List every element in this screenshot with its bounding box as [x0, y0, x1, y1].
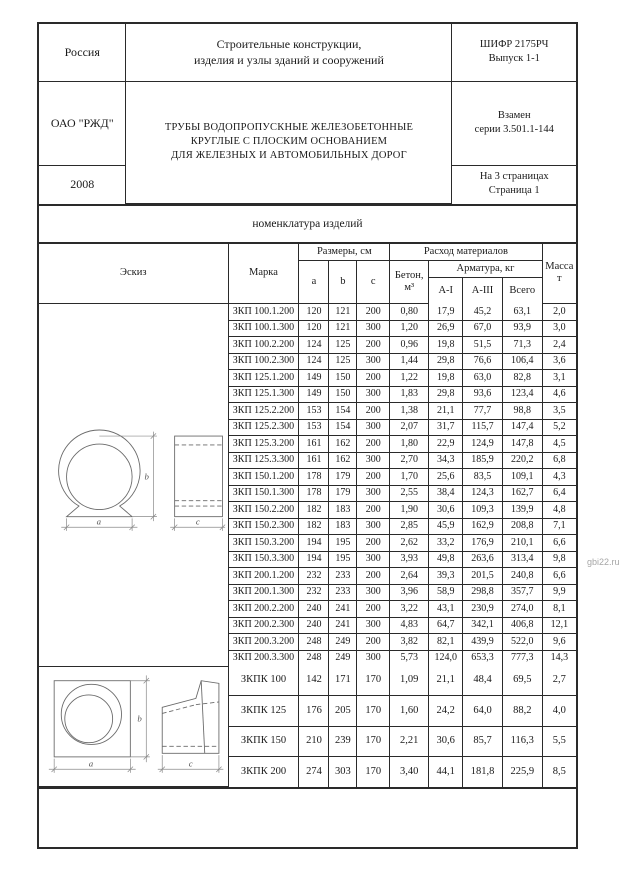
cell-c: 200	[357, 502, 390, 519]
cell-rebar-ai: 33,2	[429, 535, 463, 552]
cell-c: 300	[357, 353, 390, 370]
cell-mark: ЗКП 150.1.200	[228, 469, 299, 486]
cell-c: 300	[357, 650, 390, 666]
cell-rebar-aiii: 181,8	[463, 757, 503, 787]
cell-a: 161	[299, 452, 329, 469]
cell-rebar-ai: 43,1	[429, 601, 463, 618]
cell-mark: ЗКП 150.1.300	[228, 485, 299, 502]
cell-mark: ЗКП 150.2.200	[228, 502, 299, 519]
cell-mass: 9,6	[542, 634, 576, 651]
cell-rebar-aiii: 109,3	[463, 502, 503, 519]
cell-a: 194	[299, 551, 329, 568]
cell-a: 232	[299, 568, 329, 585]
cell-a: 149	[299, 386, 329, 403]
section-title	[39, 204, 576, 244]
cell-a: 149	[299, 370, 329, 387]
table-row	[39, 304, 576, 321]
header-concrete	[390, 261, 429, 304]
cell-concrete: 1,83	[390, 386, 429, 403]
cell-concrete: 1,09	[390, 666, 429, 696]
cell-rebar-ai: 45,9	[429, 518, 463, 535]
cell-a: 248	[299, 650, 329, 666]
cell-b: 249	[329, 634, 357, 651]
cell-rebar-ai: 19,8	[429, 337, 463, 354]
cell-mark: ЗКП 200.1.300	[228, 584, 299, 601]
cell-b: 303	[329, 757, 357, 787]
nomenclature-table	[39, 244, 576, 788]
cell-rebar-ai: 26,9	[429, 320, 463, 337]
header-dim-b: b	[329, 261, 357, 304]
cell-concrete: 1,22	[390, 370, 429, 387]
cell-rebar-aiii: 77,7	[463, 403, 503, 420]
cell-concrete: 2,85	[390, 518, 429, 535]
cell-mass: 2,0	[542, 304, 576, 321]
cell-a: 240	[299, 601, 329, 618]
cell-concrete: 2,21	[390, 726, 429, 756]
cell-b: 150	[329, 370, 357, 387]
cell-rebar-ai: 38,4	[429, 485, 463, 502]
cell-b: 179	[329, 485, 357, 502]
cell-rebar-aiii: 115,7	[463, 419, 503, 436]
replaces-line2: серии 3.501.1-144	[474, 124, 554, 135]
cell-rebar-total: 522,0	[502, 634, 542, 651]
cell-rebar-aiii: 76,6	[463, 353, 503, 370]
header-concrete-line2: м³	[404, 282, 415, 293]
cell-rebar-ai: 21,1	[429, 403, 463, 420]
cell-rebar-ai: 21,1	[429, 666, 463, 696]
cell-b: 162	[329, 436, 357, 453]
cell-rebar-total: 313,4	[502, 551, 542, 568]
cell-concrete: 1,60	[390, 696, 429, 726]
cell-c: 170	[357, 726, 390, 756]
cell-mark: ЗКП 200.2.300	[228, 617, 299, 634]
cell-mass: 3,1	[542, 370, 576, 387]
cell-concrete: 2,64	[390, 568, 429, 585]
cell-rebar-aiii: 85,7	[463, 726, 503, 756]
cell-rebar-total: 162,7	[502, 485, 542, 502]
cell-a: 161	[299, 436, 329, 453]
cell-concrete: 2,70	[390, 452, 429, 469]
cell-mark: ЗКП 125.3.300	[228, 452, 299, 469]
cell-concrete: 0,80	[390, 304, 429, 321]
cell-rebar-total: 210,1	[502, 535, 542, 552]
cell-rebar-aiii: 124,3	[463, 485, 503, 502]
zkpk-sketch-drawing	[40, 667, 226, 783]
cell-concrete: 1,70	[390, 469, 429, 486]
cell-rebar-total: 240,8	[502, 568, 542, 585]
cell-rebar-aiii: 201,5	[463, 568, 503, 585]
cell-mark: ЗКПК 200	[228, 757, 299, 787]
cell-b: 183	[329, 518, 357, 535]
cell-mark: ЗКПК 125	[228, 696, 299, 726]
year-label: 2008	[70, 177, 95, 192]
cell-b: 125	[329, 337, 357, 354]
cell-mass: 6,4	[542, 485, 576, 502]
cell-rebar-ai: 39,3	[429, 568, 463, 585]
cell-mass: 14,3	[542, 650, 576, 666]
cell-rebar-aiii: 342,1	[463, 617, 503, 634]
cell-a: 142	[299, 666, 329, 696]
cell-rebar-ai: 58,9	[429, 584, 463, 601]
doc-title-cell	[126, 81, 452, 203]
cell-mark: ЗКП 150.2.300	[228, 518, 299, 535]
cell-rebar-aiii: 439,9	[463, 634, 503, 651]
cell-c: 200	[357, 634, 390, 651]
cell-rebar-ai: 31,7	[429, 419, 463, 436]
cell-a: 232	[299, 584, 329, 601]
publisher-label: ОАО "РЖД"	[50, 115, 114, 130]
cell-a: 153	[299, 403, 329, 420]
cell-mass: 2,7	[542, 666, 576, 696]
pages-line1: На 3 страницах	[479, 171, 549, 183]
cell-rebar-ai: 34,3	[429, 452, 463, 469]
cell-b: 233	[329, 568, 357, 585]
cell-concrete: 2,62	[390, 535, 429, 552]
cell-mass: 2,4	[542, 337, 576, 354]
doc-title-line2: КРУГЛЫЕ С ПЛОСКИМ ОСНОВАНИЕМ	[190, 135, 388, 147]
cell-concrete: 2,55	[390, 485, 429, 502]
cell-mass: 9,9	[542, 584, 576, 601]
cell-rebar-aiii: 185,9	[463, 452, 503, 469]
cell-c: 300	[357, 320, 390, 337]
cell-b: 195	[329, 535, 357, 552]
cell-rebar-total: 274,0	[502, 601, 542, 618]
cell-rebar-total: 88,2	[502, 696, 542, 726]
cell-b: 205	[329, 696, 357, 726]
cell-concrete: 3,40	[390, 757, 429, 787]
cell-b: 125	[329, 353, 357, 370]
pages-line2: Страница 1	[488, 185, 540, 197]
doc-issue: Выпуск 1-1	[488, 53, 540, 65]
header-dimensions: Размеры, см	[299, 244, 390, 261]
doc-code: ШИФР 2175РЧ	[479, 39, 549, 51]
table-row	[39, 666, 576, 696]
cell-c: 300	[357, 386, 390, 403]
cell-concrete: 3,93	[390, 551, 429, 568]
cell-rebar-total: 98,8	[502, 403, 542, 420]
cell-rebar-aiii: 45,2	[463, 304, 503, 321]
cell-mass: 8,1	[542, 601, 576, 618]
cell-rebar-aiii: 653,3	[463, 650, 503, 666]
cell-rebar-aiii: 176,9	[463, 535, 503, 552]
header-mass	[542, 244, 576, 304]
replaces-cell	[452, 81, 576, 165]
year-cell	[39, 165, 126, 203]
cell-concrete: 2,07	[390, 419, 429, 436]
cell-b: 154	[329, 419, 357, 436]
cell-rebar-total: 71,3	[502, 337, 542, 354]
cell-rebar-total: 208,8	[502, 518, 542, 535]
cell-rebar-aiii: 67,0	[463, 320, 503, 337]
zkpk-sketch-cell	[39, 666, 228, 787]
cell-c: 170	[357, 666, 390, 696]
cell-rebar-total: 220,2	[502, 452, 542, 469]
country-cell	[39, 24, 126, 81]
header-rebar-total: Всего	[502, 278, 542, 304]
cell-b: 241	[329, 617, 357, 634]
cell-c: 200	[357, 403, 390, 420]
cell-a: 210	[299, 726, 329, 756]
cell-mark: ЗКП 125.1.300	[228, 386, 299, 403]
cell-mass: 4,0	[542, 696, 576, 726]
cell-c: 170	[357, 757, 390, 787]
cell-mass: 3,6	[542, 353, 576, 370]
cell-b: 121	[329, 304, 357, 321]
cell-concrete: 5,73	[390, 650, 429, 666]
cell-a: 124	[299, 337, 329, 354]
cell-c: 200	[357, 601, 390, 618]
cell-rebar-ai: 22,9	[429, 436, 463, 453]
cell-a: 194	[299, 535, 329, 552]
footer-empty-box	[39, 787, 576, 847]
header-concrete-line1: Бетон,	[394, 269, 424, 281]
cell-mark: ЗКПК 150	[228, 726, 299, 756]
cell-mark: ЗКП 100.2.200	[228, 337, 299, 354]
cell-rebar-total: 139,9	[502, 502, 542, 519]
catalog-title-line2: изделия и узлы зданий и сооружений	[194, 53, 384, 68]
cell-mass: 6,8	[542, 452, 576, 469]
cell-rebar-ai: 30,6	[429, 502, 463, 519]
cell-a: 182	[299, 502, 329, 519]
header-mass-line1: Масса	[545, 261, 574, 273]
cell-rebar-aiii: 64,0	[463, 696, 503, 726]
cell-rebar-aiii: 48,4	[463, 666, 503, 696]
cell-mark: ЗКП 100.1.200	[228, 304, 299, 321]
cell-mark: ЗКП 100.1.300	[228, 320, 299, 337]
cell-b: 179	[329, 469, 357, 486]
cell-rebar-aiii: 93,6	[463, 386, 503, 403]
cell-c: 200	[357, 436, 390, 453]
cell-c: 200	[357, 304, 390, 321]
cell-concrete: 1,38	[390, 403, 429, 420]
header-rebar: Арматура, кг	[429, 261, 542, 278]
catalog-title-cell	[126, 24, 452, 81]
cell-c: 200	[357, 337, 390, 354]
cell-rebar-total: 777,3	[502, 650, 542, 666]
cell-rebar-total: 147,8	[502, 436, 542, 453]
header-rebar-aiii: А-III	[463, 278, 503, 304]
doc-title-line1: ТРУБЫ ВОДОПРОПУСКНЫЕ ЖЕЛЕЗОБЕТОННЫЕ	[164, 121, 414, 133]
cell-rebar-total: 116,3	[502, 726, 542, 756]
watermark: gbi22.ru	[587, 557, 620, 567]
cell-mass: 6,6	[542, 568, 576, 585]
publisher-cell	[39, 81, 126, 165]
cell-mark: ЗКП 200.2.200	[228, 601, 299, 618]
cell-a: 178	[299, 469, 329, 486]
cell-rebar-ai: 44,1	[429, 757, 463, 787]
pages-cell	[452, 165, 576, 203]
cell-concrete: 4,83	[390, 617, 429, 634]
cell-c: 200	[357, 535, 390, 552]
cell-rebar-total: 106,4	[502, 353, 542, 370]
cell-mass: 9,8	[542, 551, 576, 568]
cell-concrete: 3,22	[390, 601, 429, 618]
cell-a: 153	[299, 419, 329, 436]
cell-mass: 8,5	[542, 757, 576, 787]
cell-rebar-ai: 30,6	[429, 726, 463, 756]
cell-rebar-aiii: 230,9	[463, 601, 503, 618]
cell-rebar-total: 406,8	[502, 617, 542, 634]
cell-rebar-ai: 24,2	[429, 696, 463, 726]
catalog-title-line1: Строительные конструкции,	[216, 37, 362, 52]
cell-concrete: 1,20	[390, 320, 429, 337]
zkp-sketch-cell	[39, 304, 228, 667]
cell-rebar-aiii: 51,5	[463, 337, 503, 354]
cell-mark: ЗКП 100.2.300	[228, 353, 299, 370]
cell-a: 240	[299, 617, 329, 634]
cell-rebar-ai: 17,9	[429, 304, 463, 321]
cell-rebar-aiii: 83,5	[463, 469, 503, 486]
cell-mark: ЗКП 150.3.300	[228, 551, 299, 568]
cell-mass: 5,5	[542, 726, 576, 756]
header-materials: Расход материалов	[390, 244, 542, 261]
doc-code-cell	[452, 24, 576, 81]
zkp-sketch-drawing	[40, 424, 226, 542]
header-dim-a: a	[299, 261, 329, 304]
cell-rebar-total: 109,1	[502, 469, 542, 486]
cell-concrete: 0,96	[390, 337, 429, 354]
cell-rebar-ai: 19,8	[429, 370, 463, 387]
cell-rebar-ai: 29,8	[429, 386, 463, 403]
cell-b: 154	[329, 403, 357, 420]
cell-b: 241	[329, 601, 357, 618]
cell-rebar-aiii: 162,9	[463, 518, 503, 535]
cell-mass: 4,6	[542, 386, 576, 403]
cell-mass: 12,1	[542, 617, 576, 634]
cell-mass: 3,5	[542, 403, 576, 420]
zkpk-dim-a-label: a	[88, 758, 94, 769]
cell-c: 300	[357, 584, 390, 601]
cell-a: 120	[299, 304, 329, 321]
cell-a: 178	[299, 485, 329, 502]
section-title-label: номенклатура изделий	[252, 217, 363, 230]
cell-b: 195	[329, 551, 357, 568]
cell-c: 300	[357, 452, 390, 469]
cell-b: 171	[329, 666, 357, 696]
cell-rebar-ai: 64,7	[429, 617, 463, 634]
cell-rebar-aiii: 298,8	[463, 584, 503, 601]
cell-mass: 6,6	[542, 535, 576, 552]
header-mass-line2: т	[557, 273, 562, 285]
zkp-section	[39, 304, 576, 667]
title-block	[39, 24, 576, 204]
cell-a: 124	[299, 353, 329, 370]
cell-rebar-total: 147,4	[502, 419, 542, 436]
zkpk-dim-c-label: c	[189, 758, 194, 769]
cell-c: 300	[357, 485, 390, 502]
zkpk-dim-b-label: b	[137, 712, 143, 723]
header-dim-c: c	[357, 261, 390, 304]
cell-mark: ЗКП 125.2.200	[228, 403, 299, 420]
cell-rebar-aiii: 63,0	[463, 370, 503, 387]
cell-concrete: 3,82	[390, 634, 429, 651]
cell-b: 249	[329, 650, 357, 666]
zkp-dim-a-label: a	[96, 516, 102, 527]
cell-rebar-ai: 29,8	[429, 353, 463, 370]
cell-a: 274	[299, 757, 329, 787]
cell-mass: 4,8	[542, 502, 576, 519]
cell-rebar-total: 225,9	[502, 757, 542, 787]
cell-a: 176	[299, 696, 329, 726]
cell-c: 300	[357, 551, 390, 568]
cell-rebar-total: 82,8	[502, 370, 542, 387]
cell-b: 239	[329, 726, 357, 756]
cell-a: 182	[299, 518, 329, 535]
cell-b: 121	[329, 320, 357, 337]
cell-rebar-ai: 25,6	[429, 469, 463, 486]
cell-rebar-total: 357,7	[502, 584, 542, 601]
header-rebar-ai: А-I	[429, 278, 463, 304]
cell-rebar-total: 93,9	[502, 320, 542, 337]
cell-b: 150	[329, 386, 357, 403]
cell-rebar-ai: 124,0	[429, 650, 463, 666]
zkpk-section	[39, 666, 576, 787]
cell-b: 233	[329, 584, 357, 601]
cell-concrete: 1,90	[390, 502, 429, 519]
cell-mass: 5,2	[542, 419, 576, 436]
cell-a: 120	[299, 320, 329, 337]
cell-mark: ЗКПК 100	[228, 666, 299, 696]
country-label: Россия	[64, 45, 100, 60]
cell-mark: ЗКП 150.3.200	[228, 535, 299, 552]
zkp-dim-c-label: c	[196, 516, 201, 527]
replaces-line1: Взамен	[497, 109, 531, 121]
cell-rebar-total: 63,1	[502, 304, 542, 321]
cell-c: 300	[357, 518, 390, 535]
cell-c: 200	[357, 469, 390, 486]
cell-mass: 3,0	[542, 320, 576, 337]
cell-mark: ЗКП 200.3.300	[228, 650, 299, 666]
cell-c: 170	[357, 696, 390, 726]
cell-mass: 7,1	[542, 518, 576, 535]
cell-c: 300	[357, 617, 390, 634]
cell-mark: ЗКП 200.3.200	[228, 634, 299, 651]
cell-concrete: 3,96	[390, 584, 429, 601]
cell-rebar-total: 69,5	[502, 666, 542, 696]
cell-mark: ЗКП 200.1.200	[228, 568, 299, 585]
cell-c: 200	[357, 370, 390, 387]
zkp-dim-b-label: b	[144, 471, 150, 482]
cell-rebar-aiii: 124,9	[463, 436, 503, 453]
cell-c: 300	[357, 419, 390, 436]
document-page	[37, 22, 578, 849]
cell-c: 200	[357, 568, 390, 585]
cell-a: 248	[299, 634, 329, 651]
header-mark: Марка	[228, 244, 299, 304]
cell-concrete: 1,44	[390, 353, 429, 370]
cell-concrete: 1,80	[390, 436, 429, 453]
doc-title-line3: ДЛЯ ЖЕЛЕЗНЫХ И АВТОМОБИЛЬНЫХ ДОРОГ	[171, 150, 407, 162]
cell-mark: ЗКП 125.2.300	[228, 419, 299, 436]
cell-rebar-ai: 82,1	[429, 634, 463, 651]
cell-rebar-ai: 49,8	[429, 551, 463, 568]
cell-b: 183	[329, 502, 357, 519]
cell-mark: ЗКП 125.1.200	[228, 370, 299, 387]
cell-b: 162	[329, 452, 357, 469]
cell-mark: ЗКП 125.3.200	[228, 436, 299, 453]
cell-mass: 4,5	[542, 436, 576, 453]
cell-rebar-aiii: 263,6	[463, 551, 503, 568]
cell-rebar-total: 123,4	[502, 386, 542, 403]
header-sketch: Эскиз	[39, 244, 228, 304]
cell-mass: 4,3	[542, 469, 576, 486]
